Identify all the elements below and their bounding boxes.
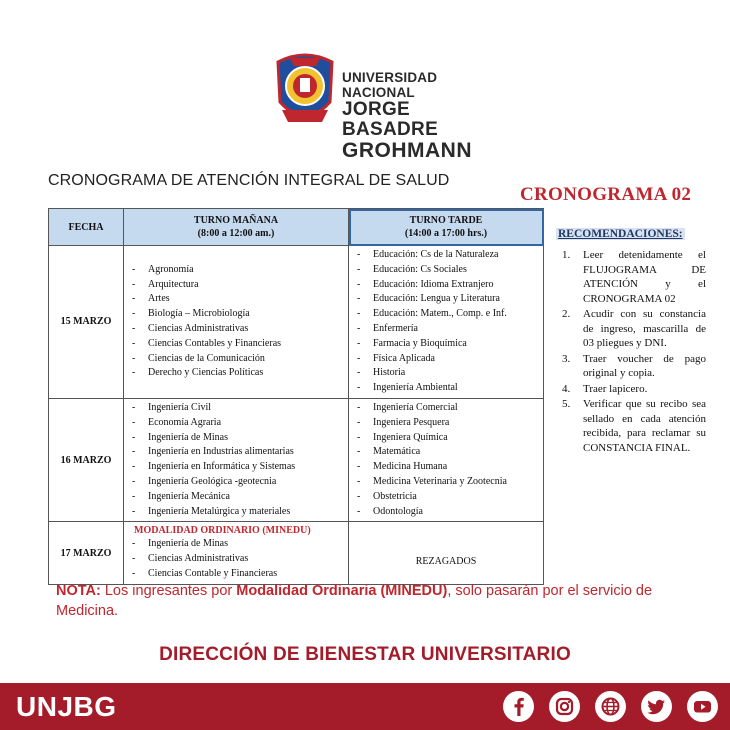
turno-tarde-label: TURNO TARDE: [409, 215, 483, 226]
list-item: - Ciencias de la Comunicación: [132, 352, 344, 367]
list-item: - Física Aplicada: [357, 352, 539, 367]
list-item: - Ciencias Administrativas: [132, 552, 344, 567]
list-item: - Ciencias Administrativas: [132, 322, 344, 337]
university-shield-icon: [272, 52, 338, 128]
turno-manana-label: TURNO MAÑANA: [193, 215, 279, 226]
footer-title: DIRECCIÓN DE BIENESTAR UNIVERSITARIO: [159, 644, 571, 665]
manana-list: [132, 401, 344, 519]
modalidad-heading: MODALIDAD ORDINARIO (MINEDU): [134, 525, 311, 537]
turno-manana-hours: (8:00 a 12:00 am.): [197, 228, 275, 239]
item-text: Leer detenidamente el FLUJOGRAMA DE ATENCIÓN y el CRONOGRAMA 02: [583, 249, 706, 305]
list-item: - Farmacia y Bioquímica: [357, 337, 539, 352]
item-number: 5.: [562, 398, 571, 410]
list-item: - Economía Agraria: [132, 416, 344, 431]
schedule-table: [48, 208, 544, 585]
list-item: - Enfermería: [357, 322, 539, 337]
list-item: - Ingeniería Mecánica: [132, 490, 344, 505]
list-item: - Ciencias Contables y Financieras: [132, 337, 344, 352]
list-item: [556, 307, 706, 351]
note-paragraph: [56, 581, 676, 621]
rezagados-cell: REZAGADOS: [349, 522, 544, 584]
list-item: - Ingeniera Química: [357, 431, 539, 446]
note-bold: Modalidad Ordinaria (MINEDU): [236, 583, 448, 599]
list-item: - Educación: Lengua y Literatura: [357, 292, 539, 307]
list-item: - Artes: [132, 292, 344, 307]
youtube-icon[interactable]: [687, 691, 718, 722]
row-manana-cell: [124, 246, 349, 399]
manana-list: [132, 537, 344, 581]
turno-tarde-hours: (14:00 a 17:00 hrs.): [404, 228, 488, 239]
item-number: 2.: [562, 308, 571, 320]
list-item: - Arquitectura: [132, 278, 344, 293]
list-item: [556, 382, 706, 397]
list-item: - Educación: Cs de la Naturaleza: [357, 248, 539, 263]
list-item: - Historia: [357, 366, 539, 381]
list-item: - Educación: Cs Sociales: [357, 263, 539, 278]
list-item: - Medicina Veterinaria y Zootecnia: [357, 475, 539, 490]
row-tarde-cell: [349, 246, 544, 399]
recommendations-list: [556, 248, 706, 455]
table-header-row: [49, 209, 544, 246]
recommendations-panel: [556, 228, 706, 456]
bottom-bar: [0, 683, 730, 730]
list-item: - Biología – Microbiología: [132, 307, 344, 322]
row-manana-cell: [124, 398, 349, 521]
list-item: - Matemática: [357, 445, 539, 460]
list-item: - Ingeniería en Industrias alimentarias: [132, 445, 344, 460]
brand-wordmark: UNJBG: [16, 691, 117, 722]
logo-line-1: UNIVERSIDAD NACIONAL: [342, 70, 438, 100]
list-item: - Ingeniería de Minas: [132, 537, 344, 552]
item-number: 1.: [562, 249, 571, 261]
list-item: - Ingeniería en Informática y Sistemas: [132, 460, 344, 475]
header-fecha: FECHA: [49, 209, 124, 246]
university-logo: [272, 52, 472, 162]
row-manana-cell: [124, 522, 349, 584]
row-tarde-cell: [349, 398, 544, 521]
list-item: - Derecho y Ciencias Políticas: [132, 366, 344, 381]
header-turno-manana: [124, 209, 349, 246]
list-item: - Medicina Humana: [357, 460, 539, 475]
table-row: [49, 246, 544, 399]
list-item: - Ingeniera Pesquera: [357, 416, 539, 431]
row-date: 17 MARZO: [49, 522, 124, 584]
item-text: Traer lapicero.: [583, 382, 648, 395]
list-item: - Educación: Matem., Comp. e Inf.: [357, 307, 539, 322]
item-number: 3.: [562, 352, 571, 365]
manana-list: [132, 263, 344, 381]
note-label: NOTA:: [56, 583, 101, 599]
logo-line-2: JORGE BASADRE: [342, 99, 439, 140]
table-row: [49, 522, 544, 584]
web-globe-icon[interactable]: [595, 691, 626, 722]
list-item: - Ingeniería Comercial: [357, 401, 539, 416]
list-item: - Ciencias Contable y Financieras: [132, 567, 344, 582]
list-item: - Ingeniería Civil: [132, 401, 344, 416]
recommendations-title: RECOMENDACIONES:: [558, 228, 683, 240]
item-text: Traer voucher de pago original y copia.: [583, 352, 706, 379]
logo-line-3: GROHMANN: [342, 139, 472, 162]
item-text: Acudir con su constancia de ingreso, mascarilla de 03 pliegues y DNI.: [583, 308, 706, 349]
schedule-number-label: CRONOGRAMA 02: [520, 184, 692, 205]
list-item: [556, 352, 706, 381]
list-item: - Agronomía: [132, 263, 344, 278]
list-item: - Odontología: [357, 505, 539, 520]
list-item: - Ingeniería Geológica -geotecnia: [132, 475, 344, 490]
tarde-list: [357, 248, 539, 396]
document-title: CRONOGRAMA DE ATENCIÓN INTEGRAL DE SALUD: [48, 172, 450, 189]
note-text-a: Los ingresantes por: [100, 583, 237, 599]
list-item: [556, 397, 706, 455]
list-item: [556, 248, 706, 306]
row-date: 16 MARZO: [49, 398, 124, 521]
header-turno-tarde: [349, 209, 544, 246]
list-item: - Ingeniería Ambiental: [357, 381, 539, 396]
list-item: - Ingeniería de Minas: [132, 431, 344, 446]
list-item: - Educación: Idioma Extranjero: [357, 278, 539, 293]
twitter-icon[interactable]: [641, 691, 672, 722]
table-row: [49, 398, 544, 521]
facebook-icon[interactable]: [503, 691, 534, 722]
row-date: 15 MARZO: [49, 246, 124, 399]
list-item: - Ingeniería Metalúrgica y materiales: [132, 505, 344, 520]
tarde-list: [357, 401, 539, 519]
item-text: Verificar que su recibo sea sellado en cada atención recibida, para reclamar su CONSTANCIA FINAL.: [583, 398, 706, 454]
list-item: - Obstetricia: [357, 490, 539, 505]
note-text-b: , solo pasarán por el servicio de Medicina.: [56, 583, 653, 619]
instagram-icon[interactable]: [549, 691, 580, 722]
item-number: 4.: [562, 382, 571, 395]
